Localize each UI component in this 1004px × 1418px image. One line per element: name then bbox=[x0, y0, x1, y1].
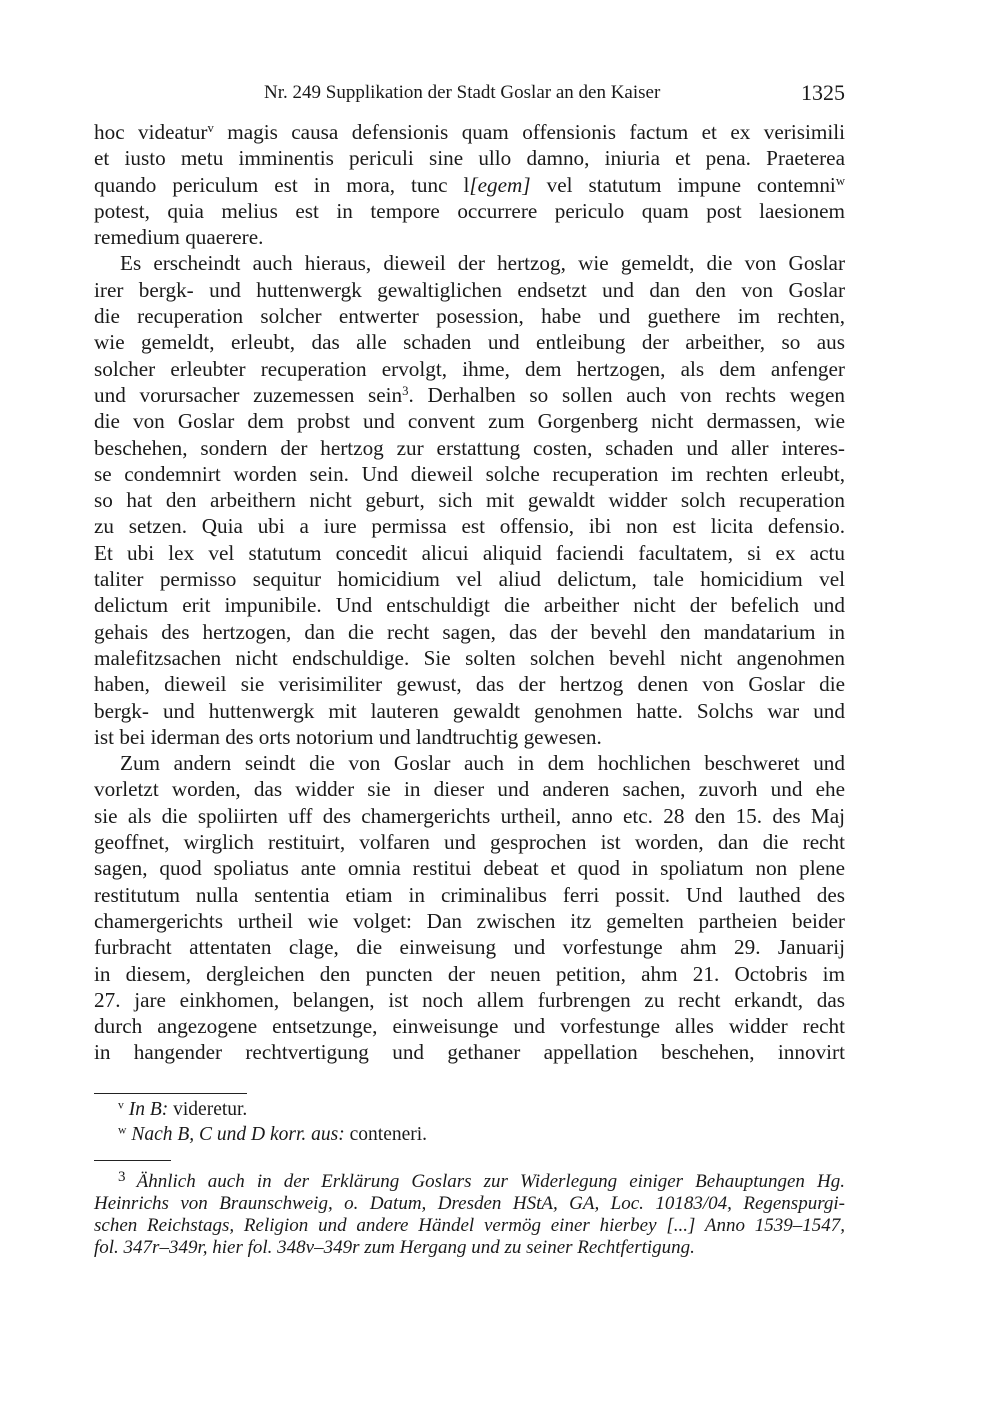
text-line bbox=[94, 303, 845, 329]
text-line bbox=[94, 934, 845, 960]
text-line bbox=[94, 698, 845, 724]
footnote-text: Ähnlich auch in der Erklärung Goslars zur Widerlegung einiger Behauptungen Hg. bbox=[136, 1171, 845, 1192]
text-line bbox=[94, 198, 845, 224]
text-segment: zu setzen. Quia ubi a iure permissa est offensio, ibi non est licita defensio. bbox=[94, 514, 845, 539]
page-number: 1325 bbox=[801, 80, 845, 105]
text-line bbox=[94, 382, 845, 408]
text-line bbox=[94, 435, 845, 461]
text-segment: restitutum nulla sententia etiam in criminalibus ferri possit. Und lauthed des bbox=[94, 882, 845, 907]
text-line bbox=[94, 461, 845, 487]
apparatus-note bbox=[118, 1122, 869, 1147]
text-line bbox=[94, 592, 845, 618]
text-segment: die recuperation solcher entwerter posession, habe und guethere im rechten, bbox=[94, 304, 845, 329]
paragraph bbox=[94, 750, 845, 1066]
text-segment: 27. jare einkhomen, belangen, ist noch allem furbrengen zu recht erkandt, das bbox=[94, 987, 845, 1012]
text-line bbox=[94, 829, 845, 855]
text-line bbox=[94, 645, 845, 671]
text-line bbox=[94, 329, 845, 355]
text-line bbox=[94, 803, 845, 829]
footnote-line bbox=[94, 1193, 845, 1215]
text-segment: malefitzsachen nicht endschuldige. Sie solten solchen bevehl nicht angenohmen bbox=[94, 645, 845, 670]
main-text bbox=[94, 119, 845, 1066]
paragraph bbox=[94, 119, 845, 250]
text-segment: in diesem, dergleichen den puncten der neuen petition, ahm 21. Octobris im bbox=[94, 961, 845, 986]
text-line bbox=[94, 619, 845, 645]
text-segment: potest, quia melius est in tempore occurrere periculo quam post laesionem bbox=[94, 198, 845, 223]
editorial-italic: Nach B, C und D korr. aus: bbox=[131, 1124, 345, 1145]
text-segment: quando periculum est in mora, tunc l bbox=[94, 172, 470, 197]
editorial-italic: [egem] bbox=[469, 172, 531, 197]
text-segment: chamergerichts urtheil wie volget: Dan zwischen itz gemelten partheien beider bbox=[94, 908, 845, 933]
text-line bbox=[94, 882, 845, 908]
text-segment: furbracht attentaten clage, die einweisung und vorfestunge ahm 29. Januarij bbox=[94, 935, 845, 960]
text-line bbox=[94, 961, 845, 987]
text-segment: bergk- und huttenwergk mit lauteren gewaldt genohmen hatte. Solchs war und bbox=[94, 698, 845, 723]
text-line bbox=[94, 750, 845, 776]
text-segment: Et ubi lex vel statutum concedit alicui aliquid faciendi facultatem, si ex actu bbox=[94, 540, 845, 565]
footnote-line bbox=[94, 1237, 845, 1259]
apparatus-rule bbox=[94, 1093, 247, 1094]
editorial-italic: In B: bbox=[128, 1099, 169, 1120]
text-segment: wie gemeldt, erleubt, das alle schaden und entleibung der arbeither, so aus bbox=[94, 330, 845, 355]
text-segment: vel statutum impune contemni bbox=[530, 172, 836, 197]
text-segment: solcher erleubter recuperation ervolgt, ihme, dem hertzogen, als dem anfenger bbox=[94, 356, 845, 381]
text-segment: die von Goslar dem probst und convent zum Gorgenberg nicht dermassen, wie bbox=[94, 409, 845, 434]
text-segment: vorletzt worden, das widder sie in dieser und anderen sachen, zuvorh und ehe bbox=[94, 777, 845, 802]
footnote-line bbox=[94, 1215, 845, 1237]
text-line bbox=[94, 250, 845, 276]
text-segment: geoffnet, wirglich restituirt, volfaren und gesprochen ist worden, dan die recht bbox=[94, 830, 845, 855]
footnotes bbox=[94, 1166, 845, 1259]
note-marker: v bbox=[118, 1098, 124, 1112]
footnote-line bbox=[94, 1166, 845, 1193]
text-segment: und vorursacher zuzemessen sein bbox=[94, 382, 403, 407]
text-line bbox=[94, 356, 845, 382]
text-segment: delictum erit impunibile. Und entschuldigt die arbeither nicht der befelich und bbox=[94, 593, 845, 618]
paragraph bbox=[94, 250, 845, 750]
text-segment: se condemnirt worden sein. Und dieweil solche recuperation im rechten erleubt, bbox=[94, 461, 845, 486]
footnote-rule bbox=[94, 1160, 171, 1161]
text-line bbox=[94, 513, 845, 539]
running-title: Nr. 249 Supplikation der Stadt Goslar an den Kaiser bbox=[264, 82, 661, 103]
text-line bbox=[94, 908, 845, 934]
note-marker: w bbox=[835, 173, 845, 188]
text-line bbox=[94, 987, 845, 1013]
text-segment: in hangender rechtvertigung und gethaner appellation beschehen, innovirt bbox=[94, 1040, 845, 1065]
text-line bbox=[94, 1013, 845, 1039]
apparatus-note bbox=[118, 1097, 869, 1122]
text-segment: . Derhalben so sollen auch von rechts wegen bbox=[408, 382, 845, 407]
footnote-text: Heinrichs von Braunschweig, o. Datum, Dresden HStA, GA, Loc. 10183/04, Regenspurgi- bbox=[94, 1193, 845, 1214]
text-segment: durch angezogene entsetzunge, einweisunge und vorfestunge alles widder recht bbox=[94, 1014, 845, 1039]
text-segment: sagen, quod spoliatus ante omnia restitui debeat et quod in spoliatum non plene bbox=[94, 856, 845, 881]
note-marker: 3 bbox=[402, 383, 409, 398]
text-segment: gehais des hertzogen, dan die recht sagen, das der bevehl den mandatarium in bbox=[94, 619, 845, 644]
footnote-text: fol. 347r–349r, hier fol. 348v–349r zum Hergang und zu seiner Rechtfertigung. bbox=[94, 1237, 695, 1258]
running-header bbox=[94, 80, 845, 108]
text-line bbox=[94, 855, 845, 881]
text-segment: irer bergk- und huttenwergk gewaltiglichen endsetzt und dan den von Goslar bbox=[94, 277, 845, 302]
note-marker: v bbox=[207, 121, 214, 136]
text-segment: conteneri. bbox=[344, 1124, 428, 1145]
text-segment: et iusto metu imminentis periculi sine ullo damno, iniuria et pena. Praeterea bbox=[94, 146, 845, 171]
text-segment: sie als die spoliirten uff des chamergerichts urtheil, anno etc. 28 den 15. des Maj bbox=[94, 803, 845, 828]
text-line bbox=[94, 540, 845, 566]
text-segment: magis causa defensionis quam offensionis factum et ex verisimili bbox=[213, 120, 845, 144]
text-line bbox=[94, 172, 845, 198]
text-segment: taliter permisso sequitur homicidium vel aliud delictum, tale homicidium vel bbox=[94, 567, 845, 592]
text-line bbox=[94, 671, 845, 697]
text-segment: videretur. bbox=[168, 1099, 248, 1120]
text-segment: remedium quaerere. bbox=[94, 225, 264, 250]
footnote-number: 3 bbox=[118, 1169, 137, 1185]
text-line bbox=[94, 487, 845, 513]
text-line bbox=[94, 119, 845, 145]
apparatus-notes bbox=[118, 1097, 869, 1147]
note-marker: w bbox=[118, 1123, 127, 1137]
text-segment: Zum andern seindt die von Goslar auch in dem hochlichen beschweret und bbox=[120, 751, 845, 776]
text-line bbox=[94, 224, 845, 250]
text-segment: ist bei iderman des orts notorium und landtruchtig gewesen. bbox=[94, 724, 602, 749]
text-line bbox=[94, 277, 845, 303]
text-segment: beschehen, sondern der hertzog zur erstattung costen, schaden und aller interes- bbox=[94, 435, 845, 460]
text-line bbox=[94, 408, 845, 434]
text-line bbox=[94, 566, 845, 592]
text-segment: Es erscheindt auch hieraus, dieweil der hertzog, wie gemeldt, die von Goslar bbox=[120, 251, 845, 276]
text-segment: so hat den arbeithern nicht geburt, sich mit gewaldt widder solch recuperation bbox=[94, 488, 845, 513]
text-line bbox=[94, 145, 845, 171]
text-segment: haben, dieweil sie verisimiliter gewust, das der hertzog denen von Goslar die bbox=[94, 672, 845, 697]
footnote-text: schen Reichstags, Religion und andere Händel vermög einer hierbey [...] Anno 1539–1547, bbox=[94, 1215, 845, 1236]
text-segment: hoc videatur bbox=[94, 120, 208, 144]
text-line bbox=[94, 776, 845, 802]
text-line bbox=[94, 1039, 845, 1065]
text-line bbox=[94, 724, 845, 750]
